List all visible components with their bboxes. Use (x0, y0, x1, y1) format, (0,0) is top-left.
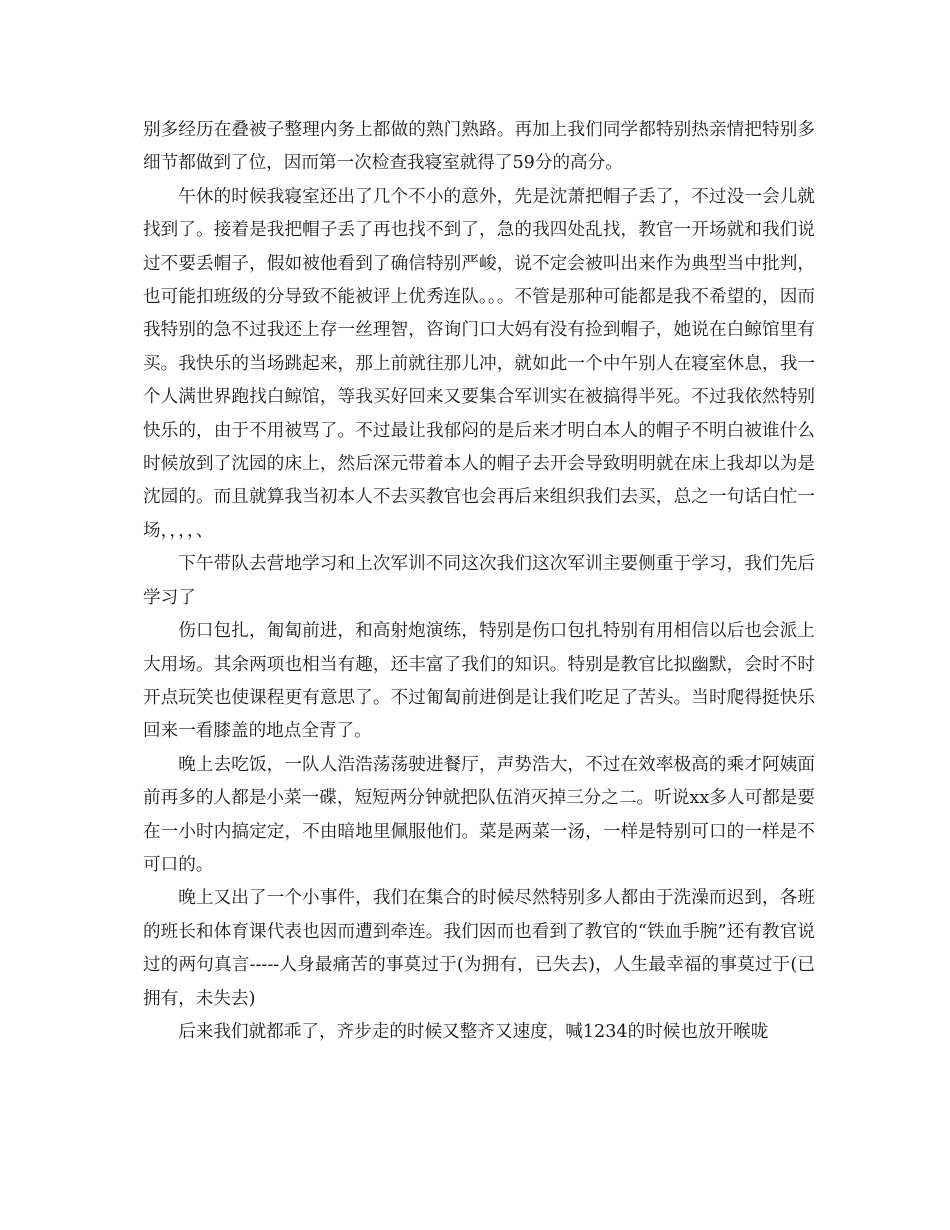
document-body (143, 114, 815, 1049)
paragraph-1: 别多经历在叠被子整理内务上都做的熟门熟路。再加上我们同学都特别热亲情把特别多细节都做到了位，因而第一次检查我寝室就得了59分的高分。 (143, 120, 815, 174)
paragraph-5: 晚上去吃饭，一队人浩浩荡荡驶进餐厅，声势浩大，不过在效率极高的乘才阿姨面前再多的人都是小菜一碟，短短两分钟就把队伍消灭掉三分之二。听说xx多人可都是要在一小时内搞定定，不由暗地里佩服他们。菜是两菜一汤，一样是特别可口的一样是不可口的。 (143, 754, 815, 875)
paragraph-2: 午休的时候我寝室还出了几个不小的意外，先是沈萧把帽子丢了，不过没一会儿就找到了。接着是我把帽子丢了再也找不到了，急的我四处乱找，教官一开场就和我们说过不要丢帽子，假如被他看到了确信特别严峻，说不定会被叫出来作为典型当中批判，也可能扣班级的分导致不能被评上优秀连队。。。不管是那种可能都是我不希望的，因而我特别的急不过我还上存一丝理智，咨询门口大妈有没有捡到帽子，她说在白鲸馆里有买。我快乐的当场跳起来，那上前就往那儿冲，就如此一个中午别人在寝室休息，我一个人满世界跑找白鲸馆，等我买好回来又要集合军训实在被搞得半死。不过我依然特别快乐的，由于不用被骂了。不过最让我郁闷的是后来才明白本人的帽子不明白被谁什么时候放到了沈园的床上，然后深元带着本人的帽子去开会导致明明就在床上我却以为是沈园的。而且就算我当初本人不去买教官也会再后来组织我们去买，总之一句话白忙一场，，，，、 (143, 186, 815, 541)
paragraph-3: 下午带队去营地学习和上次军训不同这次我们这次军训主要侧重于学习，我们先后学习了 (143, 554, 815, 608)
paragraph-4: 伤口包扎，匍匐前进，和高射炮演练，特别是伤口包扎特别有用相信以后也会派上大用场。其余两项也相当有趣，还丰富了我们的知识。特别是教官比拟幽默，会时不时开点玩笑也使课程更有意思了。不过匍匐前进倒是让我们吃足了苦头。当时爬得挺快乐回来一看膝盖的地点全青了。 (143, 621, 815, 742)
paragraph-7: 后来我们就都乖了，齐步走的时候又整齐又速度，喊1234的时候也放开喉咙 (178, 1021, 769, 1042)
paragraph-6: 晚上又出了一个小事件，我们在集合的时候尽然特别多人都由于洗澡而迟到，各班的班长和体育课代表也因而遭到牵连。我们因而也看到了教官的“铁血手腕”还有教官说过的两句真言-----人身最痛苦的事莫过于(为拥有，已失去)，人生最幸福的事莫过于(已拥有，未失去) (143, 888, 815, 1009)
